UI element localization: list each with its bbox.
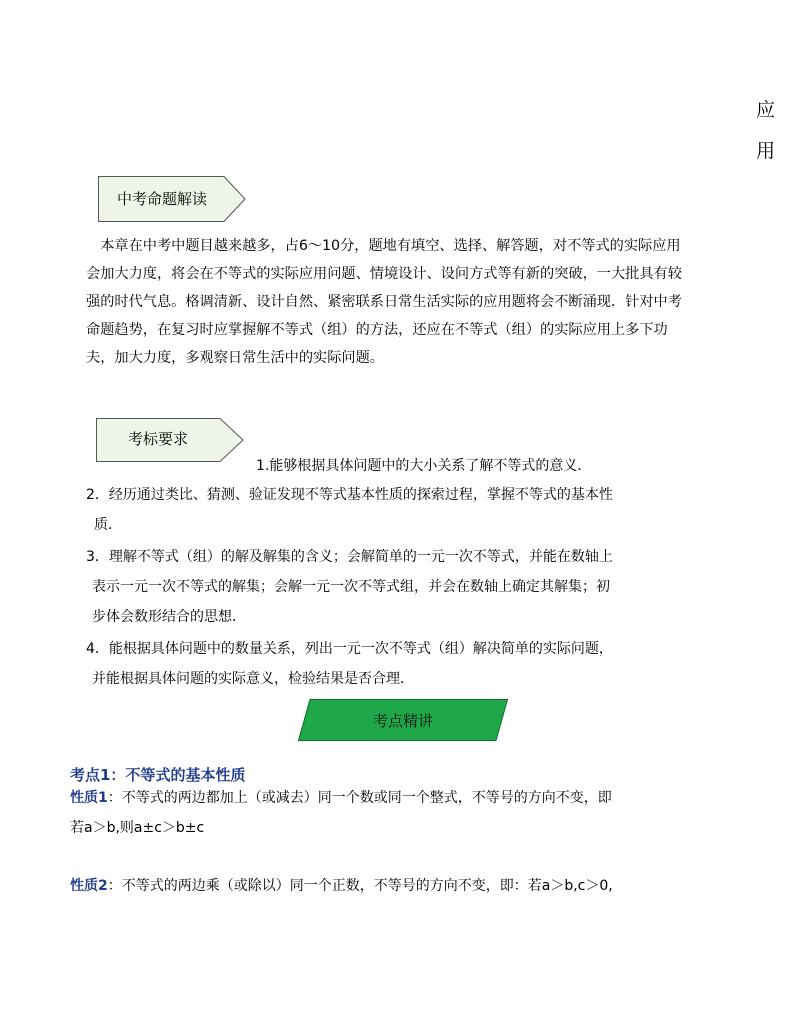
property-2-label: 性质2 [70,878,108,894]
kaodian-1-title: 考点1：不等式的基本性质 [70,766,246,784]
banner-label: 考标要求 [127,430,188,448]
intro-paragraph: 本章在中考中题目越来越多，占6～10分，题地有填空、选择、解答题，对不等式的实际应用会加大力度，将会在不等式的实际应用问题、情境设计、设问方式等有新的突破，一大批具有较强的时代气息。格调清新、设计自然、紧密联系日常生活实际的应用题将会不断涌现．针对中考命题趋势，在复习时应掌握解不等式（组）的方法，还应在不等式（组）的实际应用上多下功夫，加大力度，多观察日常生活中的实际问题。 [86,238,682,366]
property-1-label: 性质1 [70,790,108,806]
property-2-text: ：不等式的两边乘（或除以）同一个正数，不等号的方向不变，即：若a＞b,c＞0, [107,878,613,894]
banner-exam-interpretation [98,176,246,222]
requirement-2-line2: 质． [94,517,122,533]
requirement-3-line2: 表示一元一次不等式的解集；会解一元一次不等式组，并会在数轴上确定其解集；初 [92,579,610,595]
requirement-3-line1: 3．理解不等式（组）的解及解集的含义；会解简单的一元一次不等式，并能在数轴上 [86,549,613,565]
property-2 [70,875,613,895]
requirement-1: 1.能够根据具体问题中的大小关系了解不等式的意义． [256,458,592,474]
property-1-formula: 若a＞b,则a±c＞b±c [70,820,205,836]
property-1-text: ：不等式的两边都加上（或减去）同一个数或同一个整式，不等号的方向不变，即 [107,790,612,806]
side-char-1: 应 [756,99,776,121]
banner-label: 中考命题解读 [116,190,207,208]
banner-key-points [298,699,508,741]
requirement-3-line3: 步体会数形结合的思想． [92,609,246,625]
property-1 [70,787,612,807]
requirement-2-line1: 2．经历通过类比、猜测、验证发现不等式基本性质的探索过程，掌握不等式的基本性 [86,487,613,503]
banner-standards [96,418,244,462]
side-char-2: 用 [756,140,776,162]
requirement-4-line1: 4．能根据具体问题中的数量关系，列出一元一次不等式（组）解决简单的实际问题， [86,641,613,657]
banner-label: 考点精讲 [372,712,433,730]
requirement-4-line2: 并能根据具体问题的实际意义，检验结果是否合理． [92,671,414,687]
